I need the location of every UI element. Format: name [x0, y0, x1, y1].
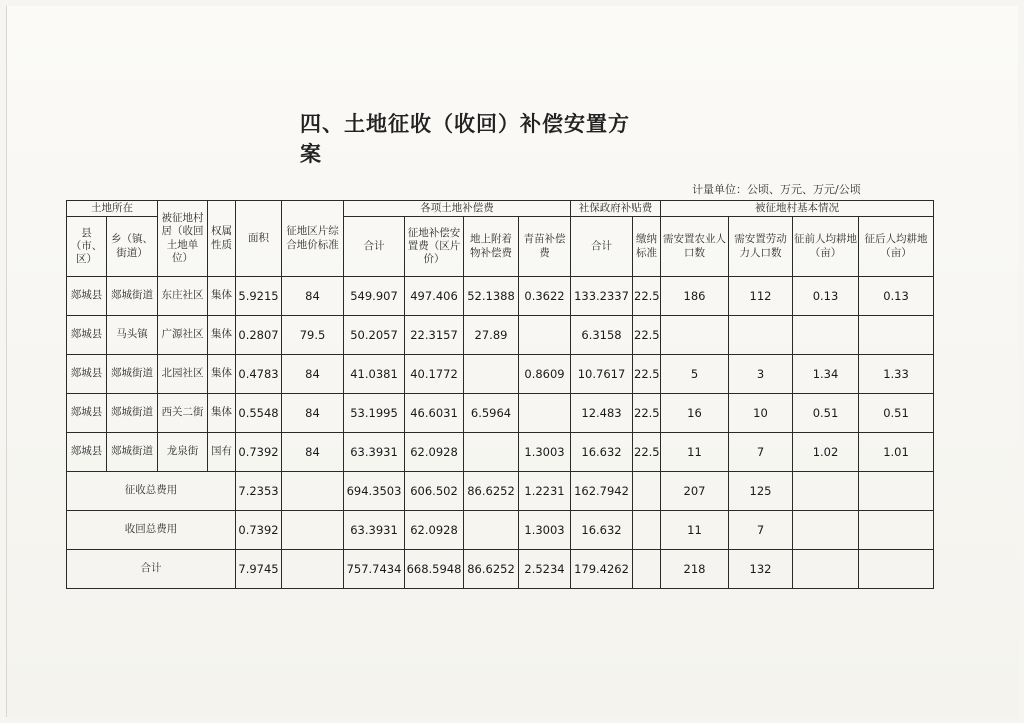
- cell-resettle: 22.3157: [405, 316, 464, 355]
- cell-attach: 27.89: [464, 316, 519, 355]
- cell-resettle: 62.0928: [405, 511, 464, 550]
- cell-resettle: 497.406: [405, 277, 464, 316]
- cell-agri: [661, 316, 729, 355]
- cell-comp-total: 63.3931: [344, 433, 405, 472]
- header-price-standard: 征地区片综合地价标准: [282, 201, 344, 277]
- header-ownership: 权属性质: [208, 201, 236, 277]
- cell-crops: 1.2231: [519, 472, 571, 511]
- cell-labor: 7: [729, 511, 793, 550]
- cell-price: 84: [282, 394, 344, 433]
- cell-crops: 0.3622: [519, 277, 571, 316]
- cell-before: [793, 316, 859, 355]
- cell-before: 1.34: [793, 355, 859, 394]
- cell-crops: 2.5234: [519, 550, 571, 589]
- header-labor-pop: 需安置劳动力人口数: [729, 217, 793, 277]
- cell-labor: 132: [729, 550, 793, 589]
- cell-price: 79.5: [282, 316, 344, 355]
- cell-after: 1.01: [859, 433, 934, 472]
- header-agri-pop: 需安置农业人口数: [661, 217, 729, 277]
- cell-after: 0.51: [859, 394, 934, 433]
- cell-agri: 218: [661, 550, 729, 589]
- cell-resettle: 46.6031: [405, 394, 464, 433]
- header-basic-group: 被征地村基本情况: [661, 201, 934, 217]
- header-resettlement: 征地补偿安置费（区片价）: [405, 217, 464, 277]
- cell-agri: 207: [661, 472, 729, 511]
- header-social-group: 社保政府补贴费: [571, 201, 661, 217]
- cell-township: 马头镇: [107, 316, 158, 355]
- header-comp-total: 合计: [344, 217, 405, 277]
- header-area: 面积: [236, 201, 282, 277]
- cell-std: [633, 472, 661, 511]
- cell-social-total: 16.632: [571, 511, 633, 550]
- cell-social-total: 162.7942: [571, 472, 633, 511]
- cell-labor: 10: [729, 394, 793, 433]
- cell-price: [282, 472, 344, 511]
- header-row-1: [67, 201, 934, 217]
- cell-resettle: 40.1772: [405, 355, 464, 394]
- cell-std: [633, 511, 661, 550]
- cell-area: 7.9745: [236, 550, 282, 589]
- cell-before: 0.51: [793, 394, 859, 433]
- cell-after: [859, 472, 934, 511]
- cell-area: 0.7392: [236, 511, 282, 550]
- cell-before: [793, 472, 859, 511]
- summary-label: 收回总费用: [67, 511, 236, 550]
- cell-area: 0.5548: [236, 394, 282, 433]
- cell-ownership: 集体: [208, 394, 236, 433]
- cell-agri: 11: [661, 433, 729, 472]
- cell-area: 5.9215: [236, 277, 282, 316]
- header-county: 县（市、区）: [67, 217, 107, 277]
- cell-township: 郯城街道: [107, 433, 158, 472]
- cell-county: 郯城县: [67, 394, 107, 433]
- header-attachments: 地上附着物补偿费: [464, 217, 519, 277]
- cell-area: 0.4783: [236, 355, 282, 394]
- cell-crops: [519, 394, 571, 433]
- cell-county: 郯城县: [67, 316, 107, 355]
- table-row: [67, 277, 934, 316]
- cell-ownership: 集体: [208, 355, 236, 394]
- cell-std: 22.5: [633, 277, 661, 316]
- summary-row: [67, 511, 934, 550]
- cell-agri: 5: [661, 355, 729, 394]
- table-row: [67, 394, 934, 433]
- table-row: [67, 433, 934, 472]
- cell-labor: 3: [729, 355, 793, 394]
- cell-attach: 86.6252: [464, 472, 519, 511]
- cell-std: 22.5: [633, 394, 661, 433]
- cell-attach: [464, 433, 519, 472]
- cell-comp-total: 694.3503: [344, 472, 405, 511]
- cell-attach: [464, 511, 519, 550]
- table-row: [67, 316, 934, 355]
- cell-labor: 112: [729, 277, 793, 316]
- cell-labor: 125: [729, 472, 793, 511]
- cell-attach: 52.1388: [464, 277, 519, 316]
- cell-social-total: 10.7617: [571, 355, 633, 394]
- cell-social-total: 16.632: [571, 433, 633, 472]
- cell-price: 84: [282, 277, 344, 316]
- summary-row: [67, 472, 934, 511]
- cell-after: [859, 316, 934, 355]
- cell-area: 0.7392: [236, 433, 282, 472]
- cell-social-total: 12.483: [571, 394, 633, 433]
- cell-std: [633, 550, 661, 589]
- header-after-land: 征后人均耕地（亩）: [859, 217, 934, 277]
- cell-agri: 11: [661, 511, 729, 550]
- cell-price: 84: [282, 355, 344, 394]
- cell-ownership: 集体: [208, 277, 236, 316]
- cell-area: 0.2807: [236, 316, 282, 355]
- cell-before: 0.13: [793, 277, 859, 316]
- header-township: 乡（镇、街道）: [107, 217, 158, 277]
- cell-comp-total: 549.907: [344, 277, 405, 316]
- header-village: 被征地村居（收回土地单位）: [158, 201, 208, 277]
- cell-township: 郯城街道: [107, 355, 158, 394]
- header-social-standard: 缴纳标准: [633, 217, 661, 277]
- cell-village: 北园社区: [158, 355, 208, 394]
- cell-before: [793, 511, 859, 550]
- page-title: 四、土地征收（收回）补偿安置方案: [300, 112, 630, 166]
- cell-township: 郯城街道: [107, 394, 158, 433]
- unit-note: 计量单位：公顷、万元、万元/公顷: [692, 183, 861, 196]
- table-row: [67, 355, 934, 394]
- summary-label: 征收总费用: [67, 472, 236, 511]
- cell-agri: 186: [661, 277, 729, 316]
- cell-resettle: 62.0928: [405, 433, 464, 472]
- cell-ownership: 集体: [208, 316, 236, 355]
- summary-row: [67, 550, 934, 589]
- header-social-total: 合计: [571, 217, 633, 277]
- cell-comp-total: 50.2057: [344, 316, 405, 355]
- cell-comp-total: 53.1995: [344, 394, 405, 433]
- cell-attach: 6.5964: [464, 394, 519, 433]
- cell-county: 郯城县: [67, 277, 107, 316]
- cell-agri: 16: [661, 394, 729, 433]
- summary-label: 合计: [67, 550, 236, 589]
- cell-crops: 1.3003: [519, 433, 571, 472]
- cell-village: 广源社区: [158, 316, 208, 355]
- header-crops: 青苗补偿费: [519, 217, 571, 277]
- cell-county: 郯城县: [67, 355, 107, 394]
- cell-price: [282, 511, 344, 550]
- cell-labor: [729, 316, 793, 355]
- cell-after: [859, 550, 934, 589]
- cell-ownership: 国有: [208, 433, 236, 472]
- cell-attach: 86.6252: [464, 550, 519, 589]
- cell-area: 7.2353: [236, 472, 282, 511]
- cell-social-total: 6.3158: [571, 316, 633, 355]
- cell-township: 郯城街道: [107, 277, 158, 316]
- cell-std: 22.5: [633, 433, 661, 472]
- cell-price: 84: [282, 433, 344, 472]
- cell-resettle: 606.502: [405, 472, 464, 511]
- cell-std: 22.5: [633, 316, 661, 355]
- cell-social-total: 133.2337: [571, 277, 633, 316]
- cell-price: [282, 550, 344, 589]
- cell-comp-total: 63.3931: [344, 511, 405, 550]
- cell-before: 1.02: [793, 433, 859, 472]
- cell-after: 1.33: [859, 355, 934, 394]
- cell-crops: 0.8609: [519, 355, 571, 394]
- cell-village: 西关二街: [158, 394, 208, 433]
- compensation-table: [66, 200, 934, 589]
- cell-before: [793, 550, 859, 589]
- cell-labor: 7: [729, 433, 793, 472]
- cell-after: [859, 511, 934, 550]
- cell-social-total: 179.4262: [571, 550, 633, 589]
- cell-std: 22.5: [633, 355, 661, 394]
- cell-resettle: 668.5948: [405, 550, 464, 589]
- header-compensation-group: 各项土地补偿费: [344, 201, 571, 217]
- cell-village: 龙泉街: [158, 433, 208, 472]
- header-land-location: 土地所在: [67, 201, 158, 217]
- cell-attach: [464, 355, 519, 394]
- cell-crops: [519, 316, 571, 355]
- cell-after: 0.13: [859, 277, 934, 316]
- cell-comp-total: 41.0381: [344, 355, 405, 394]
- cell-comp-total: 757.7434: [344, 550, 405, 589]
- header-before-land: 征前人均耕地（亩）: [793, 217, 859, 277]
- cell-crops: 1.3003: [519, 511, 571, 550]
- cell-village: 东庄社区: [158, 277, 208, 316]
- cell-county: 郯城县: [67, 433, 107, 472]
